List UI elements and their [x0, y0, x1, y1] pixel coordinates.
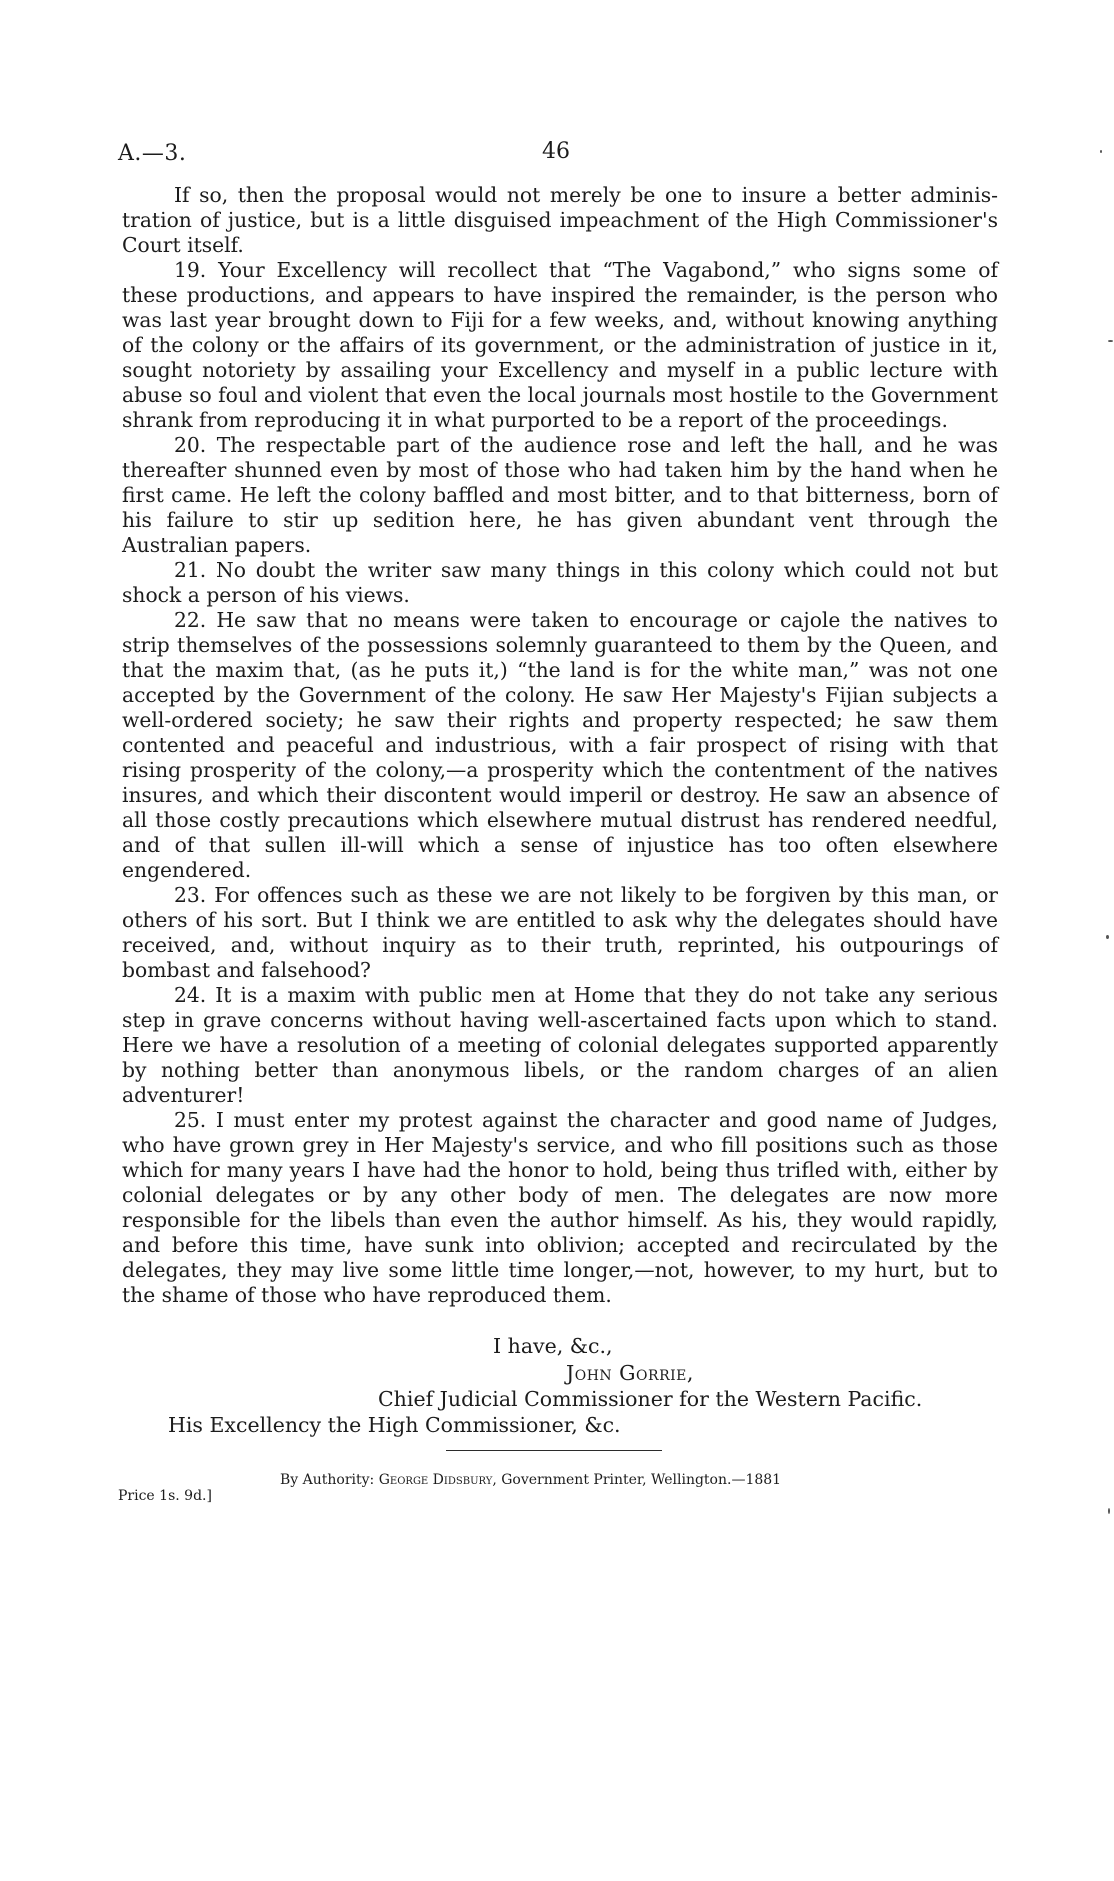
paper-speck	[1106, 935, 1109, 939]
paper-speck	[1108, 1508, 1110, 1514]
paper-speck	[1100, 150, 1102, 153]
paragraph-continuation: If so, then the proposal would not merely be one to insure a better administration of justice, but is a little disguised impeachment of the High Commissioner's Court itself.	[122, 183, 998, 257]
paragraph-24: 24. It is a maxim with public men at Home that they do not take any serious step in grave concerns without having well-ascertained facts upon which to stand. Here we have a resolution of a meeting of colonial delegates supported apparently by nothing better than anonymous libels, or the random charges of an alien adventurer!	[122, 983, 998, 1107]
price-note: Price 1s. 9d.]	[118, 1488, 212, 1504]
letter-closing: I have, &c.,	[493, 1334, 613, 1358]
printer-name: George Didsbury,	[378, 1472, 497, 1488]
paragraph-25: 25. I must enter my protest against the character and good name of Judges, who have grown grey in Her Majesty's service, and who fill positions such as those which for many years I have had the honor to hold, being thus trifled with, either by colonial delegates or by any other body of men. The delegates are now more responsible for the libels than even the author himself. As his, they would rapidly, and before this time, have sunk into oblivion; accepted and recirculated by the delegates, they may live some little time longer,—not, however, to my hurt, but to the shame of those who have reproduced them.	[122, 1108, 998, 1307]
paragraph-22: 22. He saw that no means were taken to encourage or cajole the natives to strip themselves of the possessions solemnly guaranteed to them by the Queen, and that the maxim that, (as he puts it,) “the land is for the white man,” was not one accepted by the Government of the colony. He saw Her Majesty's Fijian subjects a well-ordered society; he saw their rights and property respected; he saw them contented and peaceful and industrious, with a fair prospect of rising with that rising prosperity of the colony,—a prosperity which the contentment of the natives insures, and which their discontent would imperil or destroy. He saw an absence of all those costly precautions which elsewhere mutual distrust has rendered needful, and of that sullen ill-will which a sense of injustice has too often elsewhere engendered.	[122, 608, 998, 882]
letter-addressee: His Excellency the High Commissioner, &c.	[168, 1413, 621, 1437]
signatory-title: Chief Judicial Commissioner for the Western Pacific.	[378, 1387, 923, 1411]
imprint-suffix: Government Printer, Wellington.—1881	[501, 1472, 782, 1488]
paragraph-20: 20. The respectable part of the audience rose and left the hall, and he was thereafter shunned even by most of those who had taken him by the hand when he first came. He left the colony baffled and most bitter, and to that bitterness, born of his failure to stir up sedition here, he has given abundant vent through the Australian papers.	[122, 433, 998, 557]
paper-speck	[1108, 340, 1113, 342]
imprint-prefix: By Authority:	[280, 1472, 375, 1488]
letter-body	[122, 183, 998, 1308]
paragraph-19: 19. Your Excellency will recollect that “The Vagabond,” who signs some of these productions, and appears to have inspired the remainder, is the person who was last year brought down to Fiji for a few weeks, and, without knowing anything of the colony or the affairs of its government, or the administration of justice in it, sought notoriety by assailing your Excellency and myself in a public lecture with abuse so foul and violent that even the local journals most hostile to the Government shrank from reproducing it in what purported to be a report of the proceedings.	[122, 258, 998, 432]
signatory-name: John Gorrie,	[566, 1361, 694, 1385]
footer-divider	[446, 1450, 662, 1451]
paragraph-23: 23. For offences such as these we are not likely to be forgiven by this man, or others of his sort. But I think we are entitled to ask why the delegates should have received, and, without inquiry as to their truth, reprinted, his outpourings of bombast and falsehood?	[122, 883, 998, 982]
paragraph-21: 21. No doubt the writer saw many things in this colony which could not but shock a person of his views.	[122, 558, 998, 607]
document-reference: A.—3.	[118, 141, 187, 166]
printer-imprint	[280, 1472, 781, 1488]
page-number: 46	[542, 139, 570, 164]
